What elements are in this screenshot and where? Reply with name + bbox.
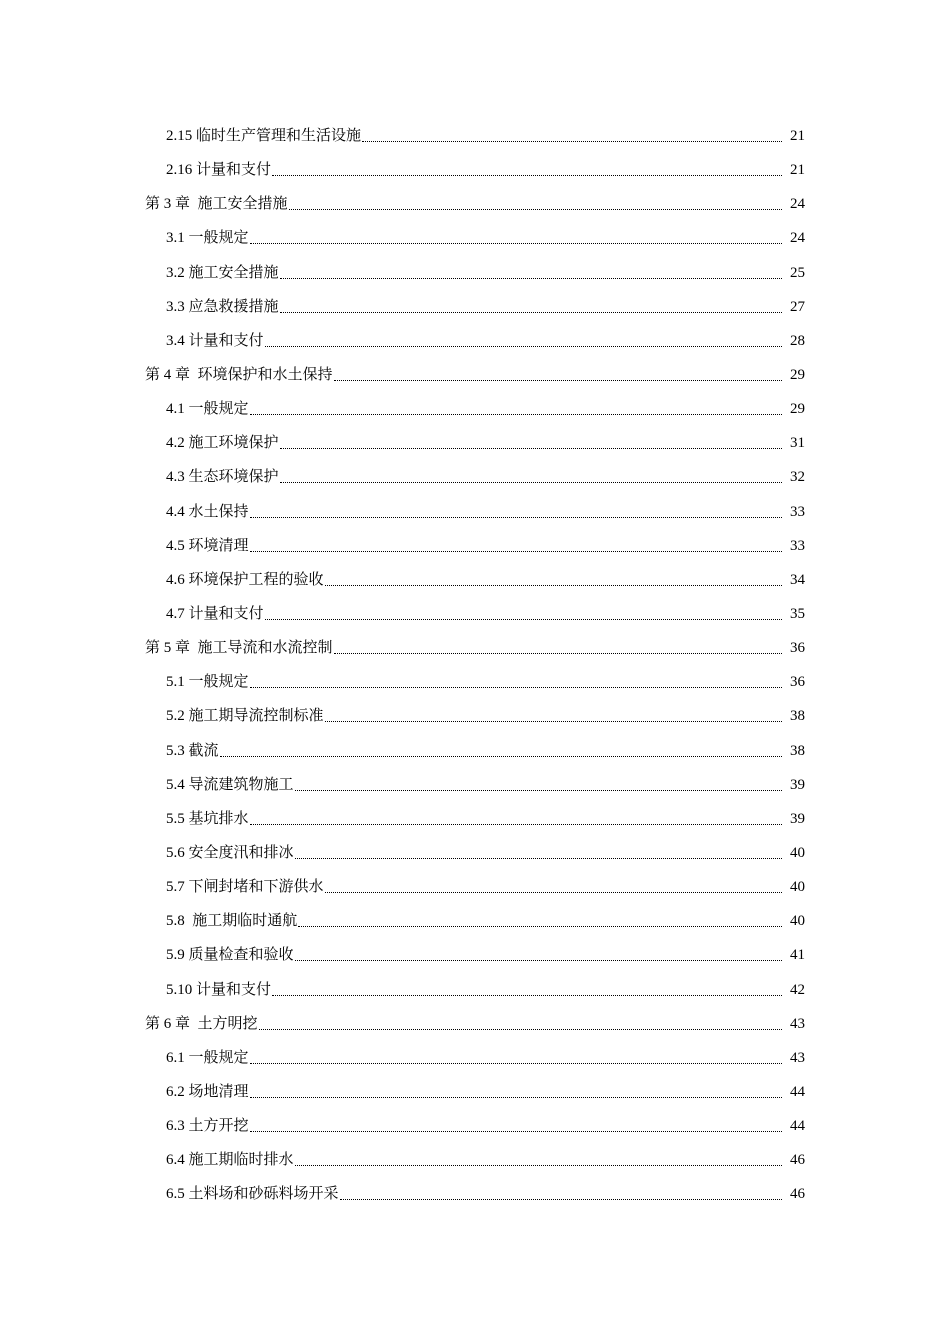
toc-section-entry[interactable] bbox=[0, 836, 950, 870]
toc-dot-leader bbox=[298, 925, 782, 927]
toc-entry-title: 5.9 质量检查和验收 bbox=[166, 947, 294, 964]
toc-page-number: 31 bbox=[790, 435, 805, 452]
toc-entry-line bbox=[166, 1109, 950, 1143]
toc-dot-leader bbox=[340, 1198, 782, 1200]
toc-chapter-entry[interactable] bbox=[0, 631, 950, 665]
toc-entry-title: 6.5 土料场和砂砾料场开采 bbox=[166, 1186, 339, 1203]
toc-entry-line bbox=[166, 460, 950, 494]
toc-chapter-entry[interactable] bbox=[0, 1007, 950, 1041]
toc-page-number: 39 bbox=[790, 810, 805, 827]
toc-entry-line bbox=[166, 802, 950, 836]
toc-page-number: 29 bbox=[790, 367, 805, 384]
toc-entry-title: 4.3 生态环境保护 bbox=[166, 469, 279, 486]
toc-page-number: 21 bbox=[790, 128, 805, 145]
toc-entry-title: 第 4 章 环境保护和水土保持 bbox=[145, 367, 333, 384]
toc-entry-line bbox=[166, 426, 950, 460]
toc-section-entry[interactable] bbox=[0, 1177, 950, 1211]
toc-entry-title: 5.6 安全度汛和排冰 bbox=[166, 845, 294, 862]
toc-section-entry[interactable] bbox=[0, 1109, 950, 1143]
toc-dot-leader bbox=[325, 584, 782, 586]
toc-section-entry[interactable] bbox=[0, 1143, 950, 1177]
toc-entry-title: 3.4 计量和支付 bbox=[166, 332, 264, 349]
toc-section-entry[interactable] bbox=[0, 119, 950, 153]
toc-page-number: 43 bbox=[790, 1015, 805, 1032]
toc-entry-line bbox=[166, 290, 950, 324]
toc-section-entry[interactable] bbox=[0, 529, 950, 563]
toc-entry-title: 5.2 施工期导流控制标准 bbox=[166, 708, 324, 725]
toc-entry-title: 6.1 一般规定 bbox=[166, 1049, 249, 1066]
toc-dot-leader bbox=[265, 618, 782, 620]
toc-section-entry[interactable] bbox=[0, 734, 950, 768]
toc-entry-line bbox=[166, 1075, 950, 1109]
toc-dot-leader bbox=[250, 1062, 782, 1064]
toc-entry-line bbox=[166, 256, 950, 290]
toc-entry-line bbox=[145, 358, 950, 392]
toc-page-number: 40 bbox=[790, 879, 805, 896]
toc-entry-line bbox=[166, 665, 950, 699]
toc-page-number: 38 bbox=[790, 742, 805, 759]
toc-dot-leader bbox=[272, 994, 782, 996]
toc-page-number: 40 bbox=[790, 845, 805, 862]
toc-dot-leader bbox=[250, 242, 782, 244]
toc-page-number: 27 bbox=[790, 298, 805, 315]
toc-section-entry[interactable] bbox=[0, 802, 950, 836]
toc-dot-leader bbox=[325, 891, 782, 893]
toc-section-entry[interactable] bbox=[0, 495, 950, 529]
toc-entry-line bbox=[145, 1007, 950, 1041]
toc-page-number: 38 bbox=[790, 708, 805, 725]
toc-entry-title: 3.1 一般规定 bbox=[166, 230, 249, 247]
toc-section-entry[interactable] bbox=[0, 768, 950, 802]
toc-entry-line bbox=[166, 768, 950, 802]
toc-entry-title: 5.1 一般规定 bbox=[166, 674, 249, 691]
toc-entry-title: 6.3 土方开挖 bbox=[166, 1118, 249, 1135]
toc-entry-title: 2.16 计量和支付 bbox=[166, 162, 272, 179]
toc-entry-line bbox=[166, 324, 950, 358]
toc-section-entry[interactable] bbox=[0, 973, 950, 1007]
toc-dot-leader bbox=[250, 686, 782, 688]
toc-entry-title: 5.10 计量和支付 bbox=[166, 981, 272, 998]
toc-entry-line bbox=[145, 187, 950, 221]
toc-page-number: 25 bbox=[790, 264, 805, 281]
toc-entry-line bbox=[166, 870, 950, 904]
toc-page-number: 41 bbox=[790, 947, 805, 964]
toc-page-number: 28 bbox=[790, 332, 805, 349]
table-of-contents bbox=[0, 119, 950, 1212]
toc-entry-line bbox=[166, 1143, 950, 1177]
toc-entry-title: 第 5 章 施工导流和水流控制 bbox=[145, 640, 333, 657]
toc-dot-leader bbox=[362, 140, 782, 142]
toc-entry-title: 4.4 水土保持 bbox=[166, 503, 249, 520]
toc-dot-leader bbox=[295, 789, 782, 791]
toc-chapter-entry[interactable] bbox=[0, 358, 950, 392]
toc-entry-line bbox=[166, 597, 950, 631]
toc-entry-title: 5.4 导流建筑物施工 bbox=[166, 776, 294, 793]
toc-section-entry[interactable] bbox=[0, 699, 950, 733]
toc-entry-title: 第 6 章 土方明挖 bbox=[145, 1015, 258, 1032]
toc-section-entry[interactable] bbox=[0, 665, 950, 699]
toc-page-number: 35 bbox=[790, 606, 805, 623]
toc-dot-leader bbox=[272, 174, 782, 176]
toc-entry-title: 3.2 施工安全措施 bbox=[166, 264, 279, 281]
toc-section-entry[interactable] bbox=[0, 392, 950, 426]
toc-dot-leader bbox=[280, 277, 782, 279]
toc-dot-leader bbox=[220, 755, 782, 757]
toc-section-entry[interactable] bbox=[0, 221, 950, 255]
toc-section-entry[interactable] bbox=[0, 324, 950, 358]
toc-section-entry[interactable] bbox=[0, 153, 950, 187]
toc-dot-leader bbox=[250, 823, 782, 825]
toc-page-number: 46 bbox=[790, 1186, 805, 1203]
toc-dot-leader bbox=[295, 857, 782, 859]
toc-section-entry[interactable] bbox=[0, 460, 950, 494]
toc-dot-leader bbox=[325, 720, 782, 722]
toc-entry-line bbox=[166, 221, 950, 255]
toc-entry-line bbox=[166, 563, 950, 597]
toc-entry-line bbox=[166, 973, 950, 1007]
toc-section-entry[interactable] bbox=[0, 426, 950, 460]
toc-section-entry[interactable] bbox=[0, 938, 950, 972]
toc-section-entry[interactable] bbox=[0, 290, 950, 324]
toc-dot-leader bbox=[250, 1096, 782, 1098]
toc-page-number: 21 bbox=[790, 162, 805, 179]
toc-dot-leader bbox=[265, 345, 782, 347]
toc-section-entry[interactable] bbox=[0, 1075, 950, 1109]
toc-dot-leader bbox=[334, 379, 782, 381]
toc-entry-line bbox=[166, 153, 950, 187]
toc-dot-leader bbox=[334, 652, 782, 654]
toc-dot-leader bbox=[250, 516, 782, 518]
toc-entry-line bbox=[166, 495, 950, 529]
toc-entry-title: 5.7 下闸封堵和下游供水 bbox=[166, 879, 324, 896]
toc-section-entry[interactable] bbox=[0, 563, 950, 597]
toc-dot-leader bbox=[250, 413, 782, 415]
toc-page-number: 36 bbox=[790, 640, 805, 657]
toc-entry-line bbox=[166, 119, 950, 153]
toc-dot-leader bbox=[250, 1130, 782, 1132]
toc-page-number: 33 bbox=[790, 537, 805, 554]
toc-section-entry[interactable] bbox=[0, 256, 950, 290]
toc-page-number: 32 bbox=[790, 469, 805, 486]
toc-entry-title: 2.15 临时生产管理和生活设施 bbox=[166, 128, 362, 145]
toc-page-number: 33 bbox=[790, 503, 805, 520]
toc-entry-line bbox=[166, 1041, 950, 1075]
toc-entry-line bbox=[145, 631, 950, 665]
toc-entry-line bbox=[166, 904, 950, 938]
toc-dot-leader bbox=[295, 959, 782, 961]
toc-section-entry[interactable] bbox=[0, 904, 950, 938]
toc-entry-line bbox=[166, 392, 950, 426]
toc-page-number: 29 bbox=[790, 401, 805, 418]
toc-page-number: 44 bbox=[790, 1118, 805, 1135]
toc-dot-leader bbox=[280, 481, 782, 483]
toc-dot-leader bbox=[259, 1028, 782, 1030]
toc-page-number: 42 bbox=[790, 981, 805, 998]
toc-dot-leader bbox=[250, 550, 782, 552]
toc-dot-leader bbox=[280, 311, 782, 313]
toc-page-number: 39 bbox=[790, 776, 805, 793]
toc-section-entry[interactable] bbox=[0, 597, 950, 631]
toc-entry-title: 4.1 一般规定 bbox=[166, 401, 249, 418]
toc-entry-line bbox=[166, 699, 950, 733]
toc-page-number: 24 bbox=[790, 230, 805, 247]
toc-page-number: 34 bbox=[790, 571, 805, 588]
toc-dot-leader bbox=[280, 447, 782, 449]
toc-entry-title: 4.6 环境保护工程的验收 bbox=[166, 571, 324, 588]
toc-entry-title: 4.7 计量和支付 bbox=[166, 606, 264, 623]
toc-entry-line bbox=[166, 938, 950, 972]
toc-page-number: 36 bbox=[790, 674, 805, 691]
toc-entry-title: 4.2 施工环境保护 bbox=[166, 435, 279, 452]
toc-page-number: 43 bbox=[790, 1049, 805, 1066]
toc-page-number: 40 bbox=[790, 913, 805, 930]
toc-entry-line bbox=[166, 529, 950, 563]
toc-entry-line bbox=[166, 734, 950, 768]
toc-entry-title: 4.5 环境清理 bbox=[166, 537, 249, 554]
toc-entry-title: 5.5 基坑排水 bbox=[166, 810, 249, 827]
toc-page-number: 46 bbox=[790, 1152, 805, 1169]
toc-dot-leader bbox=[295, 1164, 782, 1166]
toc-dot-leader bbox=[289, 208, 782, 210]
toc-entry-title: 3.3 应急救援措施 bbox=[166, 298, 279, 315]
toc-entry-title: 6.4 施工期临时排水 bbox=[166, 1152, 294, 1169]
toc-chapter-entry[interactable] bbox=[0, 187, 950, 221]
toc-entry-title: 6.2 场地清理 bbox=[166, 1084, 249, 1100]
toc-entry-line bbox=[166, 1177, 950, 1211]
toc-section-entry[interactable] bbox=[0, 1041, 950, 1075]
toc-entry-title: 5.8 施工期临时通航 bbox=[166, 913, 298, 930]
toc-section-entry[interactable] bbox=[0, 870, 950, 904]
toc-page-number: 44 bbox=[790, 1084, 805, 1100]
toc-entry-line bbox=[166, 836, 950, 870]
toc-entry-title: 第 3 章 施工安全措施 bbox=[145, 196, 288, 213]
toc-page-number: 24 bbox=[790, 196, 805, 213]
toc-entry-title: 5.3 截流 bbox=[166, 742, 219, 759]
